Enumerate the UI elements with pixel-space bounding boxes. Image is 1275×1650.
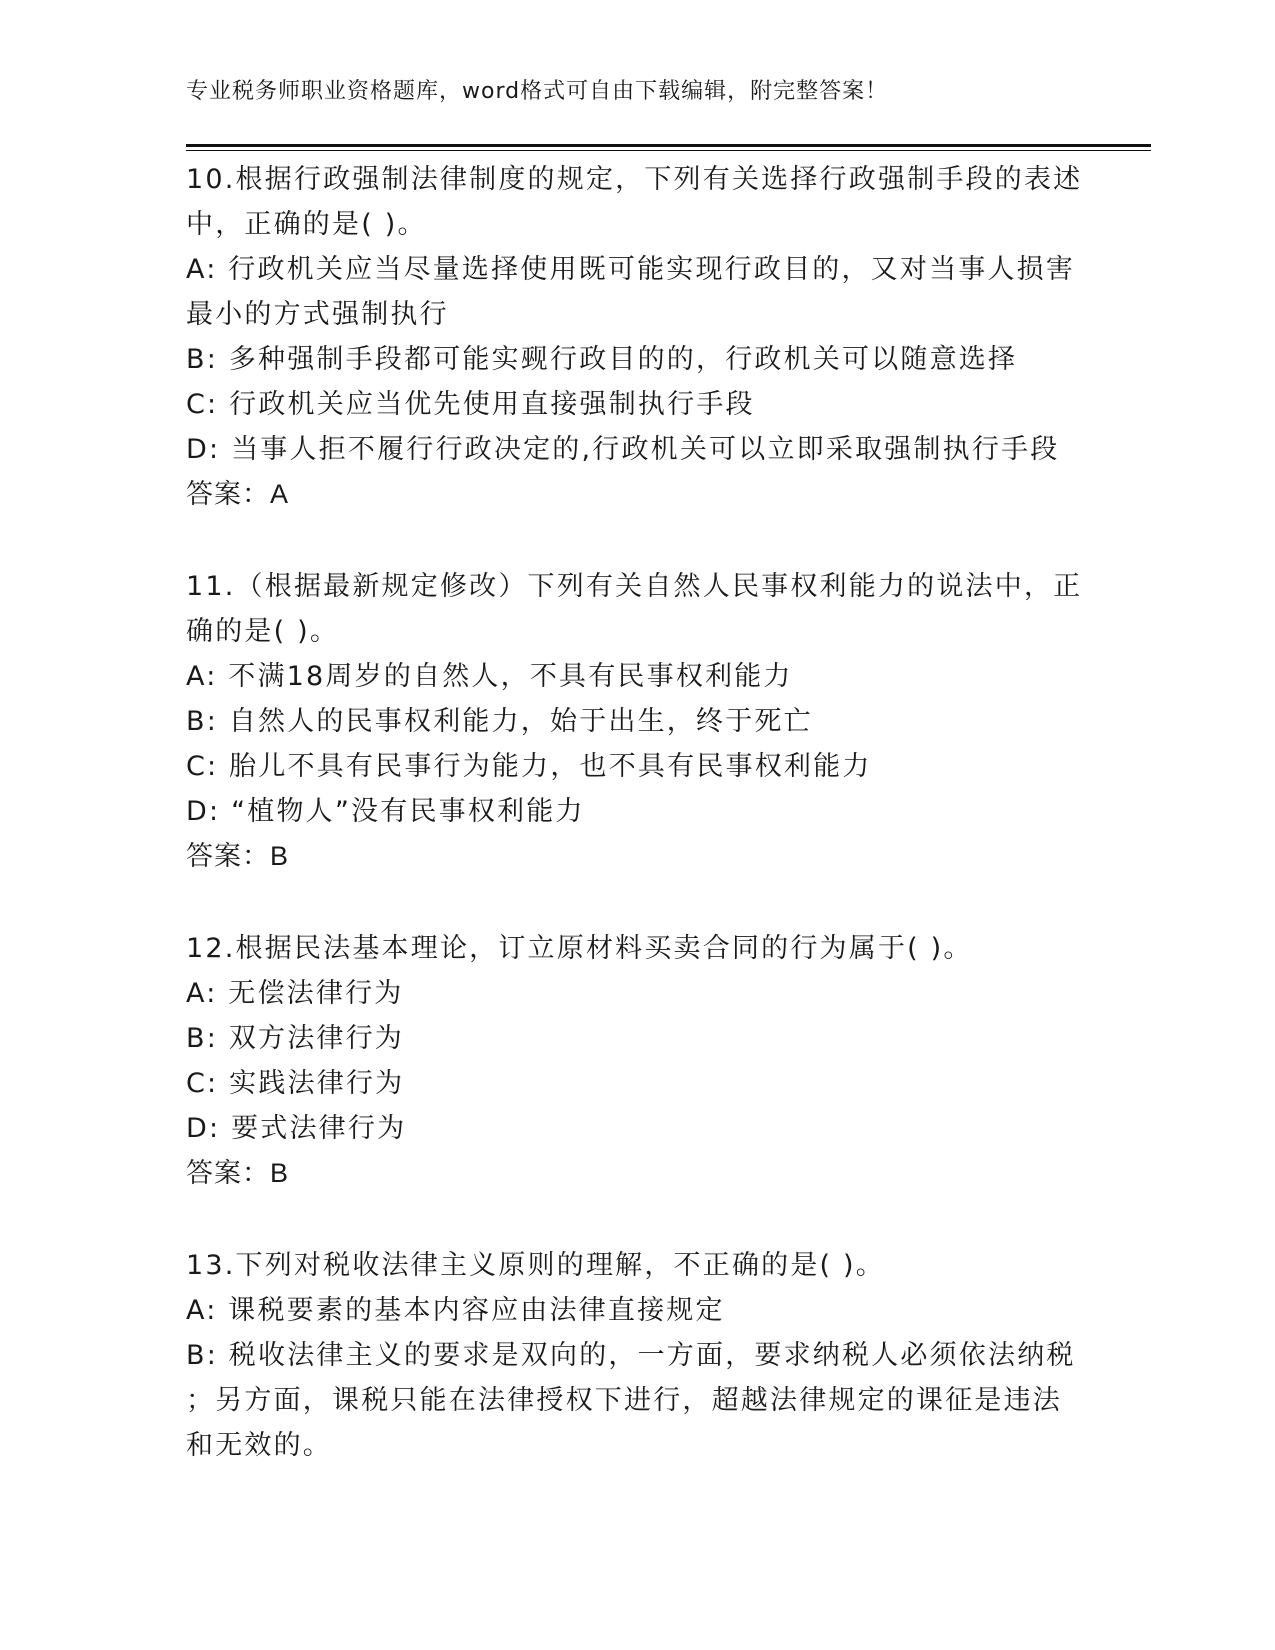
question-stem: 11.（根据最新规定修改）下列有关自然人民事权利能力的说法中，正	[186, 571, 1083, 602]
question-stem: 12.根据民法基本理论，订立原材料买卖合同的行为属于( )。	[186, 933, 973, 964]
question-list	[186, 157, 1086, 1468]
option-a: A: 无偿法律行为	[186, 978, 404, 1009]
option-c: C: 胎儿不具有民事行为能力，也不具有民事权利能力	[186, 751, 872, 782]
option-a: 最小的方式强制执行	[186, 299, 449, 330]
option-a: A: 不满18周岁的自然人，不具有民事权利能力	[186, 661, 793, 692]
question-12	[186, 926, 1086, 1196]
question-stem: 中，正确的是( )。	[186, 209, 427, 240]
option-b: B: 多种强制手段都可能实觋行政目的的，行政机关可以随意选择	[186, 344, 1018, 375]
question-11	[186, 564, 1086, 879]
option-b: ；另方面，课税只能在法律授权下进行，超越法律规定的课征是违法	[186, 1385, 1062, 1416]
option-d: D: 当事人拒不履行行政决定的,行政机关可以立即采取强制执行手段	[186, 434, 1060, 465]
option-c: C: 行政机关应当优先使用直接强制执行手段	[186, 389, 755, 420]
question-10	[186, 157, 1086, 517]
question-13	[186, 1243, 1086, 1468]
answer: 答案：B	[186, 1158, 290, 1188]
header-divider-thick	[186, 144, 1151, 147]
question-stem: 10.根据行政强制法律制度的规定，下列有关选择行政强制手段的表述	[186, 164, 1083, 195]
answer: 答案：B	[186, 841, 290, 871]
option-b: B: 自然人的民事权利能力，始于出生，终于死亡	[186, 706, 813, 737]
answer: 答案：A	[186, 479, 290, 509]
option-a: A: 课税要素的基本内容应由法律直接规定	[186, 1295, 725, 1326]
option-a: A: 行政机关应当尽量选择使用既可能实现行政目的，又对当事人损害	[186, 254, 1076, 285]
option-d: D: 要式法律行为	[186, 1113, 407, 1144]
option-b: B: 双方法律行为	[186, 1023, 405, 1054]
question-stem: 13.下列对税收法律主义原则的理解，不正确的是( )。	[186, 1250, 885, 1281]
header-divider-thin	[186, 150, 1151, 151]
option-b: 和无效的。	[186, 1430, 332, 1461]
option-c: C: 实践法律行为	[186, 1068, 405, 1099]
page-header: 专业税务师职业资格题库，word格式可自由下载编辑，附完整答案！	[186, 79, 889, 104]
option-d: D: “植物人”没有民事权利能力	[186, 796, 585, 827]
option-b: B: 税收法律主义的要求是双向的，一方面，要求纳税人必须依法纳税	[186, 1340, 1076, 1371]
question-stem: 确的是( )。	[186, 616, 340, 647]
